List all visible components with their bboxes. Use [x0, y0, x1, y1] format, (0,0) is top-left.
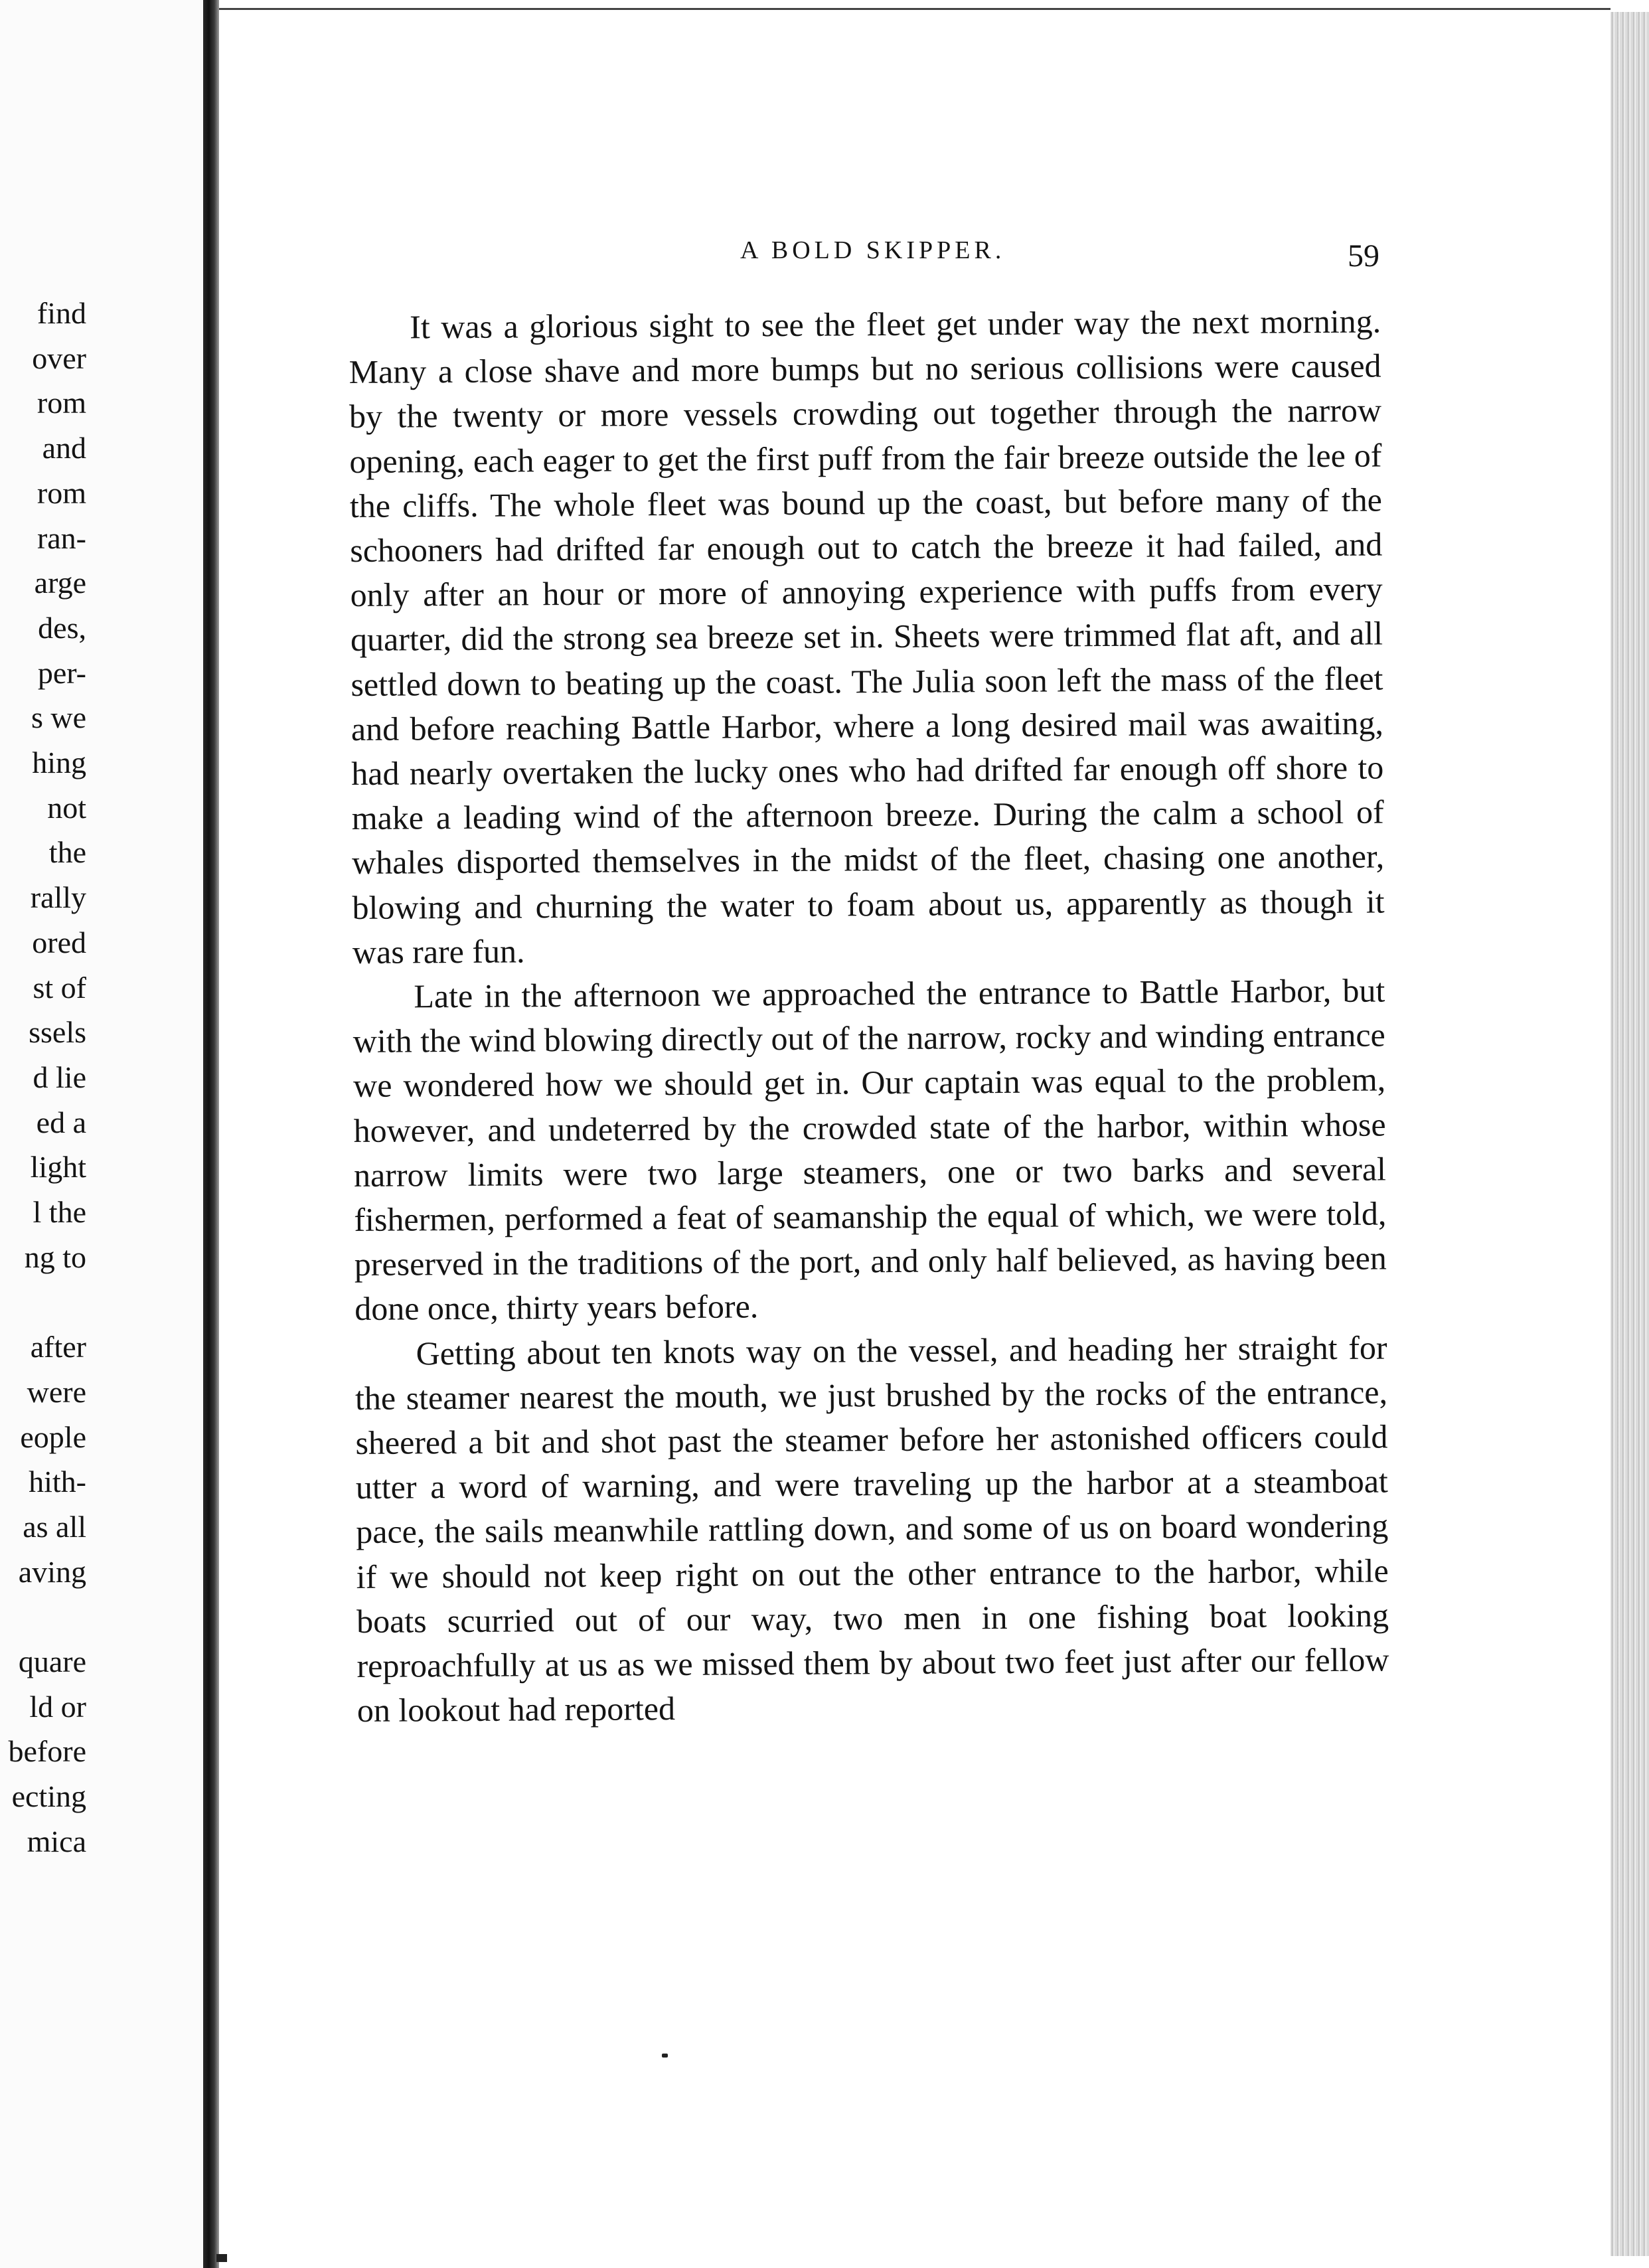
facing-line-blank: [0, 1279, 86, 1325]
facing-line: before: [8, 1734, 86, 1769]
facing-line: ssels: [29, 1015, 86, 1050]
facing-line: the: [48, 835, 86, 870]
facing-line: as all: [23, 1509, 86, 1544]
facing-line: per-: [37, 655, 86, 690]
facing-line-blank: [0, 1594, 86, 1639]
facing-page: [0, 0, 203, 2268]
paragraph: Late in the afternoon we approached the entrance to Battle Harbor, but with the wind blowing directly out of the narrow, rocky and winding entrance we wondered how we should get in. Our captain was equal to the problem, however, and undeterred by the crowded state of the harbor, within whose narrow limits were two large steamers, one or two barks and several fishermen, performed a feat of seamanship the equal of which, we were told, preserved in the traditions of the port, and only half believed, as having been done once, thirty years before.: [353, 971, 1387, 1328]
print-speck: [662, 2054, 668, 2058]
facing-line: aving: [18, 1554, 86, 1589]
facing-line: rom: [37, 475, 86, 510]
facing-line: find: [37, 296, 86, 330]
facing-line: arge: [34, 566, 86, 600]
facing-line: eople: [20, 1419, 86, 1454]
facing-line: hith-: [29, 1465, 86, 1499]
facing-line: over: [32, 341, 86, 375]
facing-line: ed a: [36, 1105, 86, 1139]
facing-line: mica: [27, 1824, 86, 1858]
facing-line: and: [42, 431, 86, 465]
facing-line: rally: [30, 880, 86, 915]
facing-line: st of: [33, 970, 86, 1005]
running-title: A BOLD SKIPPER.: [740, 236, 1006, 264]
facing-line: l the: [33, 1195, 86, 1230]
facing-line: light: [30, 1150, 86, 1184]
facing-line: ld or: [29, 1689, 86, 1724]
facing-page-text: [0, 291, 86, 1864]
facing-line: hing: [32, 746, 86, 780]
facing-line: were: [27, 1374, 86, 1409]
paragraph: Getting about ten knots way on the vessel, and heading her straight for the steamer nearest the mouth, we just brushed by the rocks of the entrance, sheered a bit and shot past the steamer before her astonished officers could utter a word of warning, and were traveling up the harbor at a steamboat pace, the sails meanwhile rattling down, and some of us on board wondering if we should not keep right on out the other entrance to the harbor, while boats scurried out of our way, two men in one fishing boat looking reproachfully at us as we missed them by about two feet just after our fellow on lookout had reported: [354, 1329, 1389, 1730]
facing-line: after: [30, 1330, 86, 1364]
facing-line: ng to: [24, 1240, 86, 1274]
paragraph: It was a glorious sight to see the fleet get under way the next morning. Many a close shave and more bumps but no serious collisions were caused by the twenty or more vessels crowding out together through the narrow opening, each eager to get the first puff from the fair breeze outside the lee of the cliffs. The whole fleet was bound up the coast, but before many of the schooners had drifted far enough out to catch the breeze it had failed, and only after an hour or more of annoying experience with puffs from every quarter, did the strong sea breeze set in. Sheets were trimmed flat aft, and all settled down to beating up the coast. The Julia soon left the mass of the fleet and before reaching Battle Harbor, where a long desired mail was awaiting, had nearly overtaken the lucky ones who had drifted far enough off shore to make a leading wind of the afternoon breeze. During the calm a school of whales disported themselves in the midst of the fleet, chasing one another, blowing and churning the water to foam about us, apparently as though it was rare fun.: [349, 302, 1385, 971]
facing-line: s we: [31, 700, 86, 735]
facing-line: ecting: [11, 1779, 86, 1814]
facing-line: ored: [32, 925, 86, 959]
facing-line: des,: [38, 610, 86, 645]
facing-line: d lie: [33, 1060, 86, 1094]
facing-line: not: [47, 790, 86, 825]
scan-mark: [216, 2254, 227, 2262]
book-gutter: [203, 0, 219, 2268]
page-number: 59: [1348, 238, 1379, 274]
facing-line: ran-: [37, 521, 86, 555]
facing-line: quare: [18, 1645, 86, 1679]
body-text: [349, 299, 1389, 1734]
page-edges: [1610, 12, 1649, 2256]
facing-line: rom: [37, 386, 86, 420]
